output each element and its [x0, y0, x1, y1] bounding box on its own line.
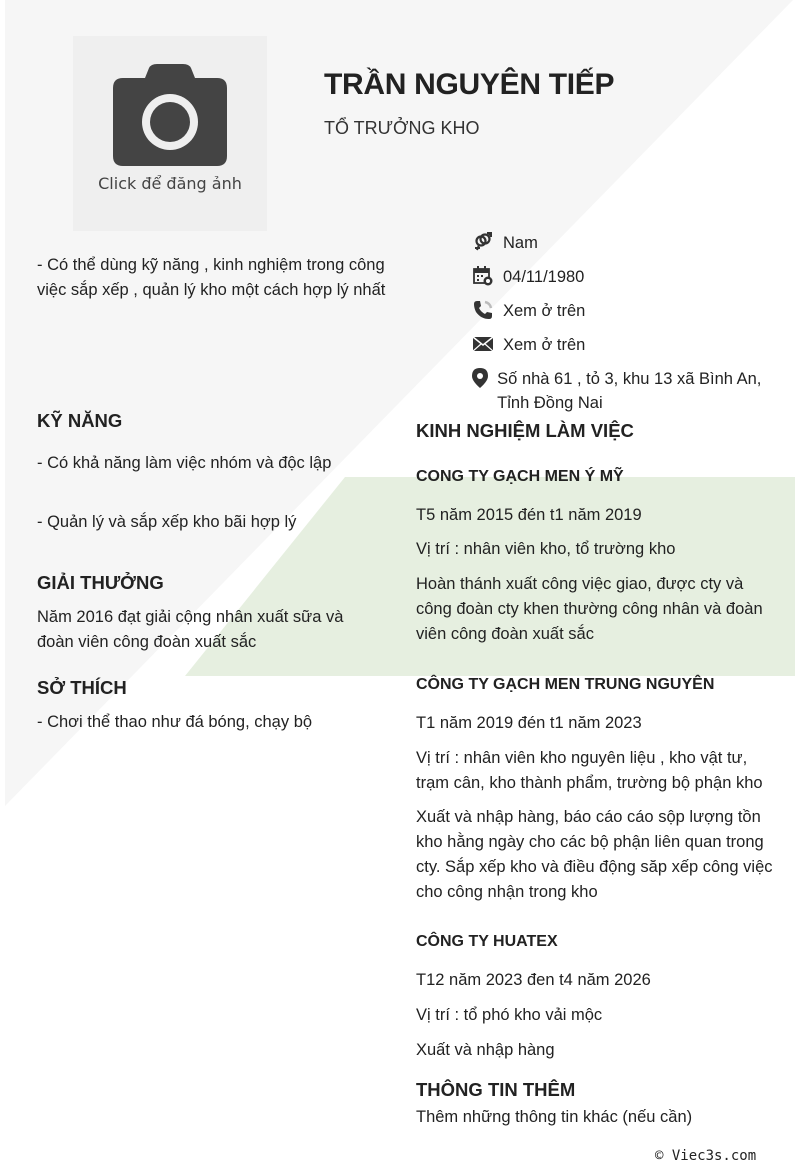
- job-company: CÔNG TY GẠCH MEN TRUNG NGUYÊN: [416, 676, 715, 693]
- camera-icon: [111, 64, 229, 168]
- info-email: [472, 333, 772, 357]
- skills-heading: KỸ NĂNG: [37, 410, 123, 431]
- info-birthday: [472, 265, 772, 289]
- job-period: T5 năm 2015 đén t1 năm 2019: [416, 506, 642, 524]
- phone-icon: [472, 299, 494, 321]
- candidate-name: TRẦN NGUYÊN TIẾP: [324, 68, 615, 101]
- additional-text: Thêm những thông tin khác (nếu cần): [416, 1108, 693, 1126]
- job-description: Xuất và nhập hàng, báo cáo cáo sộp lượng tồn kho hằng ngày cho các bộ phận liên quan trong cty. Sắp xếp kho và điều động săp xếp công việc cho công nhận trong kho: [416, 808, 773, 901]
- job-position: Vị trí : tổ phó kho vải mộc: [416, 1006, 603, 1024]
- job-period: T1 năm 2019 đén t1 năm 2023: [416, 714, 642, 732]
- gender-value: Nam: [503, 234, 538, 252]
- hobbies-text: - Chơi thể thao như đá bóng, chạy bộ: [37, 713, 313, 731]
- job-company: CONG TY GẠCH MEN Ý MỸ: [416, 468, 624, 485]
- experience-heading: KINH NGHIỆM LÀM VIỆC: [416, 420, 634, 441]
- personal-info: [472, 231, 772, 425]
- address-value: Số nhà 61 , tỏ 3, khu 13 xã Bình An, Tỉnh Đồng Nai: [497, 370, 762, 412]
- job-description: Xuất và nhập hàng: [416, 1041, 555, 1059]
- job-position: Vị trí : nhân viên kho, tổ trường kho: [416, 540, 676, 558]
- phone-value: Xem ở trên: [503, 302, 586, 320]
- email-icon: [472, 333, 494, 355]
- job-position: Vị trí : nhân viên kho nguyên liệu , kho vật tư, trạm cân, kho thành phẩm, trường bộ phận kho: [416, 749, 763, 792]
- job-period: T12 năm 2023 đen t4 năm 2026: [416, 971, 651, 989]
- career-objective: - Có thể dùng kỹ năng , kinh nghiệm trong công việc sắp xếp , quản lý kho một cách hợp lý nhất: [37, 256, 386, 299]
- skill-item: - Quản lý và sắp xếp kho bãi hợp lý: [37, 513, 297, 531]
- birthday-value: 04/11/1980: [503, 268, 585, 286]
- skill-item: - Có khả năng làm việc nhóm và độc lập: [37, 454, 332, 472]
- gender-icon: [472, 231, 494, 253]
- job-company: CÔNG TY HUATEX: [416, 933, 558, 950]
- email-value: Xem ở trên: [503, 336, 586, 354]
- copyright-footer: © Viec3s.com: [655, 1148, 757, 1164]
- info-address: [472, 367, 772, 415]
- photo-upload-button[interactable]: [73, 36, 267, 231]
- job-title: TỔ TRƯỞNG KHO: [324, 118, 480, 138]
- calendar-icon: [472, 265, 494, 287]
- awards-heading: GIẢI THƯỞNG: [37, 572, 164, 593]
- additional-heading: THÔNG TIN THÊM: [416, 1079, 576, 1100]
- info-phone: [472, 299, 772, 323]
- job-description: Hoàn thánh xuất công việc giao, được cty và công đoàn cty khen thường công nhân và đoàn viên công đoàn xuất sắc: [416, 575, 763, 643]
- awards-text: Năm 2016 đạt giải cộng nhân xuất sữa và đoàn viên công đoàn xuất sắc: [37, 608, 344, 651]
- photo-upload-label: Click để đăng ảnh: [98, 174, 242, 193]
- location-icon: [472, 367, 488, 389]
- hobbies-heading: SỞ THÍCH: [37, 677, 127, 698]
- info-gender: [472, 231, 772, 255]
